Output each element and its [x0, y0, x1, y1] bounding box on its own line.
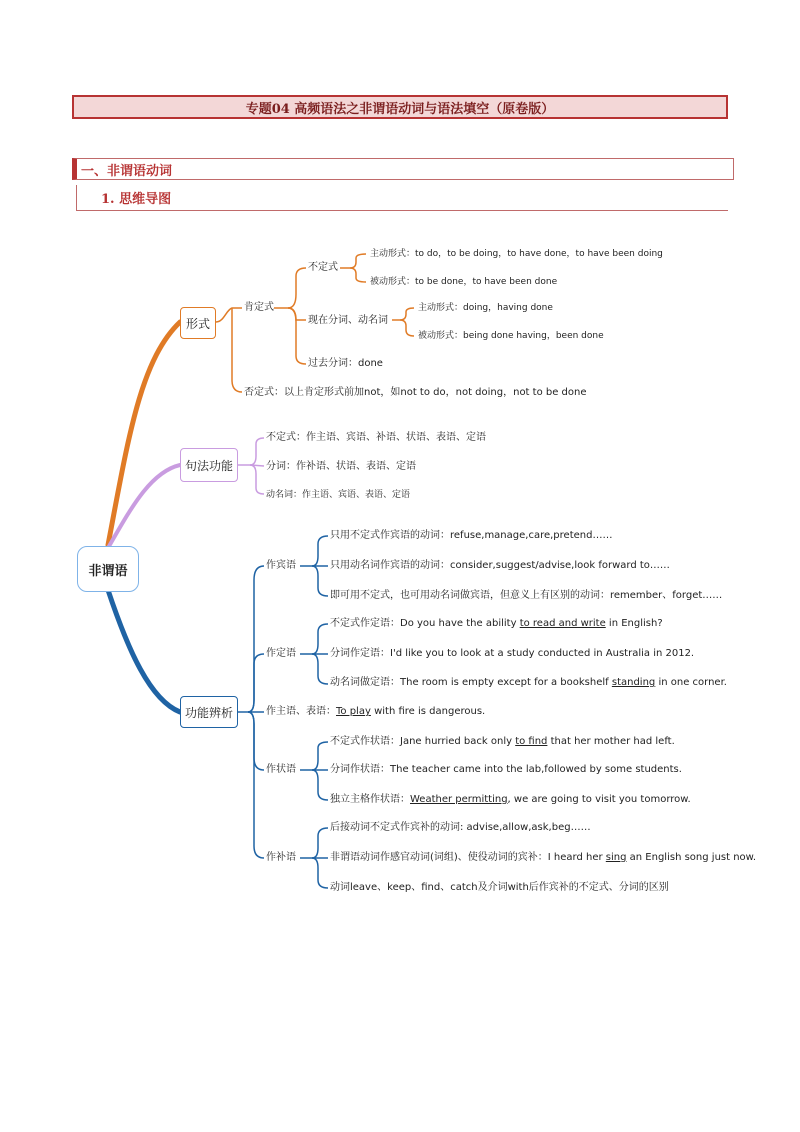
label-inf-passive: 被动形式：to be done，to have been done	[370, 277, 558, 287]
label-as-object: 作宾语	[266, 560, 296, 571]
label-syntax-participle: 分词：作补语、状语、表语、定语	[266, 461, 416, 472]
root-node: 非谓语	[77, 546, 139, 592]
node-form: 形式	[180, 307, 216, 339]
label-as-adverbial: 作状语	[266, 764, 296, 775]
object-item-1: 只用不定式作宾语的动词：refuse,manage,care,pretend……	[330, 530, 613, 541]
label-as-subject: 作主语、表语：To play with fire is dangerous.	[266, 706, 486, 717]
label-negative: 否定式：以上肯定形式前加not，如not to do，not doing，not to be done	[244, 387, 587, 398]
label-ing-active: 主动形式：doing，having done	[418, 303, 553, 313]
attrib-item-1: 不定式作定语：Do you have the ability to read and write in English?	[330, 618, 663, 629]
label-ing-passive: 被动形式：being done having，been done	[418, 331, 604, 341]
label-syntax-gerund: 动名词：作主语、宾语、表语、定语	[266, 490, 411, 500]
adverbial-item-2: 分词作状语：The teacher came into the lab,followed by some students.	[330, 764, 682, 775]
label-syntax-infinitive: 不定式：作主语、宾语、补语、状语、表语、定语	[266, 432, 486, 443]
adverbial-item-3: 独立主格作状语：Weather permitting, we are going to visit you tomorrow.	[330, 794, 691, 805]
section-heading-1: 一、非谓语动词	[72, 158, 734, 180]
label-ing: 现在分词、动名词	[308, 315, 388, 326]
section-heading-2: 1. 思维导图	[76, 185, 728, 211]
complement-item-1: 后接动词不定式作宾补的动词: advise,allow,ask,beg……	[330, 822, 591, 833]
node-distinguish: 功能辨析	[180, 696, 238, 728]
label-affirmative: 肯定式	[244, 302, 274, 313]
adverbial-item-1: 不定式作状语：Jane hurried back only to find that her mother had left.	[330, 736, 675, 747]
attrib-item-3: 动名词做定语：The room is empty except for a bookshelf standing in one corner.	[330, 677, 727, 688]
complement-item-3: 动词leave、keep、find、catch及介词with后作宾补的不定式、分词的区别	[330, 882, 669, 893]
attrib-item-2: 分词作定语：I'd like you to look at a study conducted in Australia in 2012.	[330, 648, 695, 659]
branch-distinguish	[108, 590, 180, 712]
label-infinitive: 不定式	[308, 262, 338, 273]
document-title: 专题04 高频语法之非谓语动词与语法填空（原卷版）	[72, 95, 728, 119]
label-as-attributive: 作定语	[266, 648, 296, 659]
object-item-3: 即可用不定式，也可用动名词做宾语，但意义上有区别的动词：remember、forget……	[330, 590, 723, 601]
complement-item-2: 非谓语动词作感官动词(词组)、使役动词的宾补：I heard her sing an English song just now.	[330, 852, 757, 863]
label-past-participle: 过去分词：done	[308, 358, 383, 369]
node-syntax: 句法功能	[180, 448, 238, 482]
label-inf-active: 主动形式：to do，to be doing，to have done，to have been doing	[370, 249, 663, 259]
branch-form	[108, 322, 180, 545]
object-item-2: 只用动名词作宾语的动词：consider,suggest/advise,look forward to……	[330, 560, 670, 571]
label-as-complement: 作补语	[266, 852, 296, 863]
